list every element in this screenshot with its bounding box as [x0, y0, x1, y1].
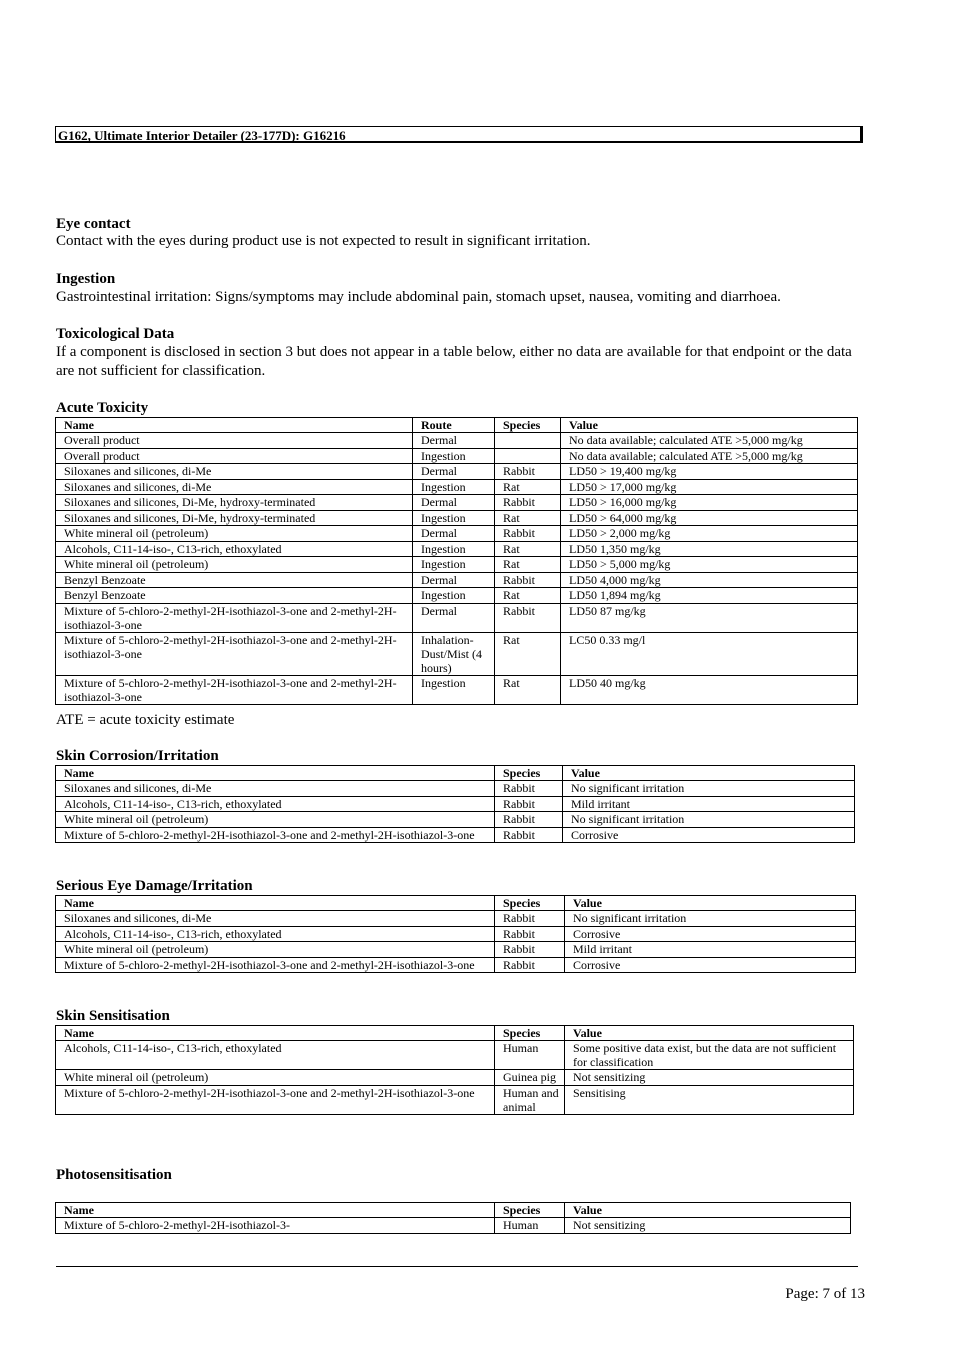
table-cell: White mineral oil (petroleum): [56, 942, 495, 958]
table-row: [56, 632, 858, 675]
table-cell: Rat: [495, 541, 561, 557]
table-cell: Rabbit: [495, 495, 561, 511]
table-cell: LD50 40 mg/kg: [561, 675, 858, 704]
table-cell: No data available; calculated ATE >5,000 mg/kg: [561, 433, 858, 449]
table-row: [56, 464, 858, 480]
table-cell: Not sensitizing: [565, 1070, 854, 1086]
table-cell: Rat: [495, 588, 561, 604]
tox-data-text: If a component is disclosed in section 3 but does not appear in a table below, either no data are available for that endpoint or the data are not sufficient for classification.: [56, 344, 852, 379]
photosensitisation-table: [55, 1202, 851, 1234]
table-cell: Corrosive: [565, 957, 856, 973]
table-row: [56, 957, 856, 973]
table-header-row: [56, 418, 858, 433]
table-cell: Ingestion: [413, 588, 495, 604]
table-cell: Ingestion: [413, 557, 495, 573]
table-row: [56, 433, 858, 449]
column-header: Species: [495, 418, 561, 433]
table-cell: Rabbit: [495, 464, 561, 480]
table-row: [56, 812, 855, 828]
table-cell: Corrosive: [563, 827, 855, 843]
table-cell: White mineral oil (petroleum): [56, 526, 413, 542]
table-cell: Not sensitizing: [565, 1218, 851, 1234]
table-cell: LD50 87 mg/kg: [561, 603, 858, 632]
table-row: [56, 448, 858, 464]
column-header: Name: [56, 766, 495, 781]
eye-contact-title: Eye contact: [56, 216, 131, 232]
table-cell: Mixture of 5-chloro-2-methyl-2H-isothiazol-3-one and 2-methyl-2H-isothiazol-3-one: [56, 827, 495, 843]
table-cell: Overall product: [56, 448, 413, 464]
table-cell: Corrosive: [565, 926, 856, 942]
column-header: Species: [495, 1203, 565, 1218]
table-row: [56, 781, 855, 797]
eye-damage-title: Serious Eye Damage/Irritation: [56, 878, 253, 894]
table-cell: Alcohols, C11-14-iso-, C13-rich, ethoxylated: [56, 1041, 495, 1070]
table-cell: Some positive data exist, but the data are not sufficient for classification: [565, 1041, 854, 1070]
table-cell: Human: [495, 1218, 565, 1234]
column-header: Name: [56, 896, 495, 911]
table-cell: Siloxanes and silicones, di-Me: [56, 781, 495, 797]
table-row: [56, 526, 858, 542]
column-header: Name: [56, 1026, 495, 1041]
table-cell: LD50 > 16,000 mg/kg: [561, 495, 858, 511]
table-cell: Overall product: [56, 433, 413, 449]
table-row: [56, 926, 856, 942]
column-header: Value: [565, 896, 856, 911]
table-cell: No significant irritation: [563, 812, 855, 828]
table-cell: Mixture of 5-chloro-2-methyl-2H-isothiazol-3-one and 2-methyl-2H-isothiazol-3-one: [56, 1085, 495, 1114]
table-cell: Rabbit: [495, 781, 563, 797]
table-row: [56, 827, 855, 843]
table-cell: White mineral oil (petroleum): [56, 557, 413, 573]
table-cell: Ingestion: [413, 541, 495, 557]
table-cell: Mixture of 5-chloro-2-methyl-2H-isothiazol-3-one and 2-methyl-2H-isothiazol-3-one: [56, 957, 495, 973]
table-cell: Rabbit: [495, 812, 563, 828]
table-cell: Rat: [495, 557, 561, 573]
table-cell: LD50 1,350 mg/kg: [561, 541, 858, 557]
table-cell: Alcohols, C11-14-iso-, C13-rich, ethoxylated: [56, 541, 413, 557]
table-cell: Dermal: [413, 464, 495, 480]
table-cell: Ingestion: [413, 510, 495, 526]
table-cell: Rabbit: [495, 572, 561, 588]
table-cell: Dermal: [413, 495, 495, 511]
table-cell: Guinea pig: [495, 1070, 565, 1086]
table-row: [56, 495, 858, 511]
page-number: Page: 7 of 13: [785, 1286, 865, 1302]
table-cell: Mild irritant: [563, 796, 855, 812]
table-cell: LD50 > 19,400 mg/kg: [561, 464, 858, 480]
ingestion-text: Gastrointestinal irritation: Signs/symptoms may include abdominal pain, stomach upset, nausea, vomiting and diarrhoea.: [56, 289, 781, 305]
column-header: Name: [56, 1203, 495, 1218]
table-row: [56, 911, 856, 927]
table-cell: Human: [495, 1041, 565, 1070]
column-header: Name: [56, 418, 413, 433]
skin-sensitisation-table: [55, 1025, 854, 1115]
table-cell: Siloxanes and silicones, di-Me: [56, 911, 495, 927]
table-cell: Rabbit: [495, 942, 565, 958]
table-cell: Rabbit: [495, 827, 563, 843]
photosensitisation-title: Photosensitisation: [56, 1167, 172, 1183]
table-cell: [495, 433, 561, 449]
ate-note: ATE = acute toxicity estimate: [56, 712, 235, 728]
table-cell: Rabbit: [495, 796, 563, 812]
table-row: [56, 510, 858, 526]
table-cell: No significant irritation: [563, 781, 855, 797]
table-cell: Dermal: [413, 572, 495, 588]
table-cell: LD50 > 2,000 mg/kg: [561, 526, 858, 542]
table-cell: No data available; calculated ATE >5,000 mg/kg: [561, 448, 858, 464]
table-cell: Ingestion: [413, 479, 495, 495]
table-cell: No significant irritation: [565, 911, 856, 927]
table-row: [56, 675, 858, 704]
table-cell: Human and animal: [495, 1085, 565, 1114]
table-cell: LD50 > 64,000 mg/kg: [561, 510, 858, 526]
table-cell: Mild irritant: [565, 942, 856, 958]
acute-toxicity-title: Acute Toxicity: [56, 400, 149, 416]
acute-toxicity-table: [55, 417, 858, 705]
table-row: [56, 479, 858, 495]
table-cell: Inhalation-Dust/Mist (4 hours): [413, 632, 495, 675]
table-cell: [495, 448, 561, 464]
table-cell: Rat: [495, 479, 561, 495]
table-row: [56, 557, 858, 573]
table-cell: Benzyl Benzoate: [56, 588, 413, 604]
table-cell: Rat: [495, 675, 561, 704]
table-cell: Rabbit: [495, 911, 565, 927]
table-row: [56, 572, 858, 588]
eye-damage-table: [55, 895, 856, 973]
table-cell: LD50 1,894 mg/kg: [561, 588, 858, 604]
ingestion-title: Ingestion: [56, 271, 116, 287]
table-cell: Siloxanes and silicones, di-Me: [56, 479, 413, 495]
table-cell: Siloxanes and silicones, Di-Me, hydroxy-terminated: [56, 510, 413, 526]
table-cell: Rabbit: [495, 526, 561, 542]
table-row: [56, 603, 858, 632]
table-cell: White mineral oil (petroleum): [56, 812, 495, 828]
table-header-row: [56, 1026, 854, 1041]
table-header-row: [56, 896, 856, 911]
table-header-row: [56, 1203, 851, 1218]
table-cell: Dermal: [413, 526, 495, 542]
table-cell: Rabbit: [495, 957, 565, 973]
table-row: [56, 1218, 851, 1234]
table-cell: Siloxanes and silicones, di-Me: [56, 464, 413, 480]
column-header: Value: [565, 1026, 854, 1041]
column-header: Species: [495, 896, 565, 911]
table-cell: Mixture of 5-chloro-2-methyl-2H-isothiazol-3-one and 2-methyl-2H-isothiazol-3-one: [56, 603, 413, 632]
table-row: [56, 796, 855, 812]
table-cell: Ingestion: [413, 675, 495, 704]
column-header: Species: [495, 1026, 565, 1041]
column-header: Species: [495, 766, 563, 781]
table-cell: Benzyl Benzoate: [56, 572, 413, 588]
table-row: [56, 588, 858, 604]
tox-data-title: Toxicological Data: [56, 326, 175, 342]
skin-corrosion-title: Skin Corrosion/Irritation: [56, 748, 219, 764]
table-row: [56, 1041, 854, 1070]
column-header: Value: [565, 1203, 851, 1218]
column-header: Value: [563, 766, 855, 781]
table-cell: Rat: [495, 632, 561, 675]
table-cell: Mixture of 5-chloro-2-methyl-2H-isothiazol-3-: [56, 1218, 495, 1234]
table-cell: Rabbit: [495, 926, 565, 942]
table-cell: LD50 > 5,000 mg/kg: [561, 557, 858, 573]
table-row: [56, 1070, 854, 1086]
table-cell: LD50 4,000 mg/kg: [561, 572, 858, 588]
skin-sensitisation-title: Skin Sensitisation: [56, 1008, 170, 1024]
document-header: G162, Ultimate Interior Detailer (23-177D): G16216: [55, 126, 863, 143]
table-cell: Dermal: [413, 603, 495, 632]
eye-contact-text: Contact with the eyes during product use is not expected to result in significant irritation.: [56, 233, 591, 249]
table-cell: Rat: [495, 510, 561, 526]
table-cell: Dermal: [413, 433, 495, 449]
table-cell: Sensitising: [565, 1085, 854, 1114]
table-cell: Mixture of 5-chloro-2-methyl-2H-isothiazol-3-one and 2-methyl-2H-isothiazol-3-one: [56, 632, 413, 675]
table-row: [56, 942, 856, 958]
table-cell: LD50 > 17,000 mg/kg: [561, 479, 858, 495]
table-cell: Ingestion: [413, 448, 495, 464]
table-row: [56, 1085, 854, 1114]
table-row: [56, 541, 858, 557]
column-header: Route: [413, 418, 495, 433]
table-cell: White mineral oil (petroleum): [56, 1070, 495, 1086]
table-cell: Siloxanes and silicones, Di-Me, hydroxy-terminated: [56, 495, 413, 511]
table-cell: Rabbit: [495, 603, 561, 632]
table-header-row: [56, 766, 855, 781]
table-cell: Alcohols, C11-14-iso-, C13-rich, ethoxylated: [56, 926, 495, 942]
footer-divider: [56, 1266, 858, 1267]
table-cell: Alcohols, C11-14-iso-, C13-rich, ethoxylated: [56, 796, 495, 812]
table-cell: LC50 0.33 mg/l: [561, 632, 858, 675]
column-header: Value: [561, 418, 858, 433]
table-cell: Mixture of 5-chloro-2-methyl-2H-isothiazol-3-one and 2-methyl-2H-isothiazol-3-one: [56, 675, 413, 704]
skin-corrosion-table: [55, 765, 855, 843]
